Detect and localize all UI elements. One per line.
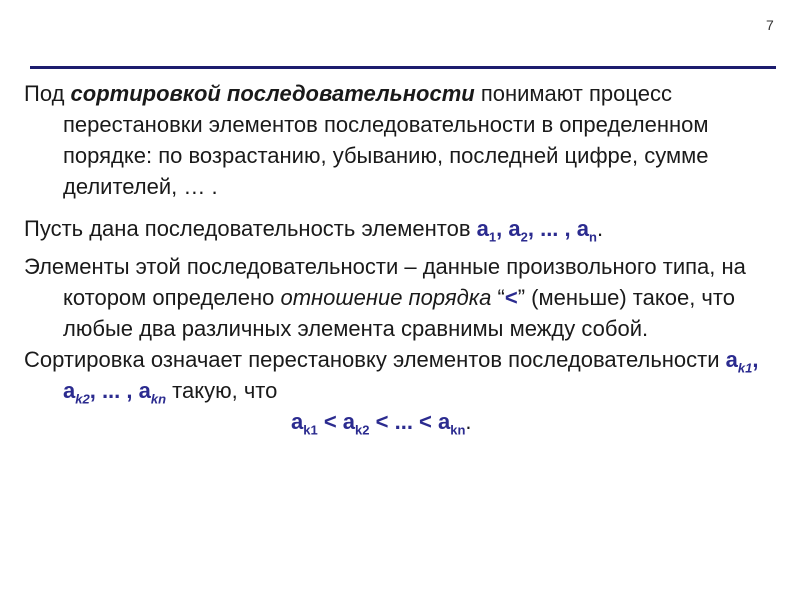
var-a1: $a_1$ bbox=[476, 216, 497, 245]
var-an: $a_n$ bbox=[576, 216, 597, 245]
sorting-paragraph bbox=[24, 344, 776, 437]
slide-body bbox=[24, 78, 776, 437]
text-lead: Элементы этой последовательности – данные произвольного типа, на котором определено bbox=[24, 254, 746, 310]
var-ak1: $a_{k1}$ bbox=[725, 347, 753, 376]
period: . bbox=[465, 409, 472, 434]
var-a2: $a_2$ bbox=[508, 216, 528, 245]
var-ak2: $a_{k2}$ bbox=[63, 378, 90, 407]
title-rule bbox=[30, 66, 776, 69]
elements-paragraph bbox=[24, 251, 776, 344]
text-lead: Пусть дана последовательность элементов bbox=[24, 216, 477, 241]
separator: , bbox=[752, 347, 759, 372]
quote-open: “ bbox=[491, 285, 505, 310]
sequence-paragraph bbox=[24, 213, 776, 244]
less-than-symbol: < bbox=[504, 285, 518, 310]
formula-akn: $a_{kn}$ bbox=[438, 409, 466, 438]
text-tail: такую, что bbox=[166, 378, 278, 403]
ellipsis: , ... , bbox=[89, 378, 139, 403]
text-rest: ” (меньше) такое, что любые два различных элемента сравнимы между собой. bbox=[63, 285, 735, 341]
ordering-formula bbox=[63, 406, 776, 437]
defined-term: сортировкой последовательности bbox=[70, 81, 475, 106]
formula-ak2: $a_{k2}$ bbox=[342, 409, 370, 438]
period: . bbox=[596, 216, 604, 241]
text-lead: Сортировка означает перестановку элементов последовательности bbox=[24, 347, 726, 372]
separator: , bbox=[496, 216, 509, 241]
less-than: < bbox=[317, 409, 343, 434]
ellipsis: , ... , bbox=[527, 216, 577, 241]
text-rest: понимают процесс перестановки элементов последовательности в определенном порядке: по возрастанию, убыванию, последней цифре, сумме делителей, … . bbox=[63, 81, 709, 199]
text-lead: Под bbox=[24, 81, 71, 106]
definition-paragraph bbox=[24, 78, 776, 202]
var-akn: $a_{kn}$ bbox=[138, 378, 167, 407]
page-number: 7 bbox=[766, 17, 774, 33]
formula-ak1: $a_{k1}$ bbox=[291, 409, 318, 438]
less-than-chain: < ... < bbox=[369, 409, 438, 434]
emphasized-term: отношение порядка bbox=[280, 285, 492, 310]
